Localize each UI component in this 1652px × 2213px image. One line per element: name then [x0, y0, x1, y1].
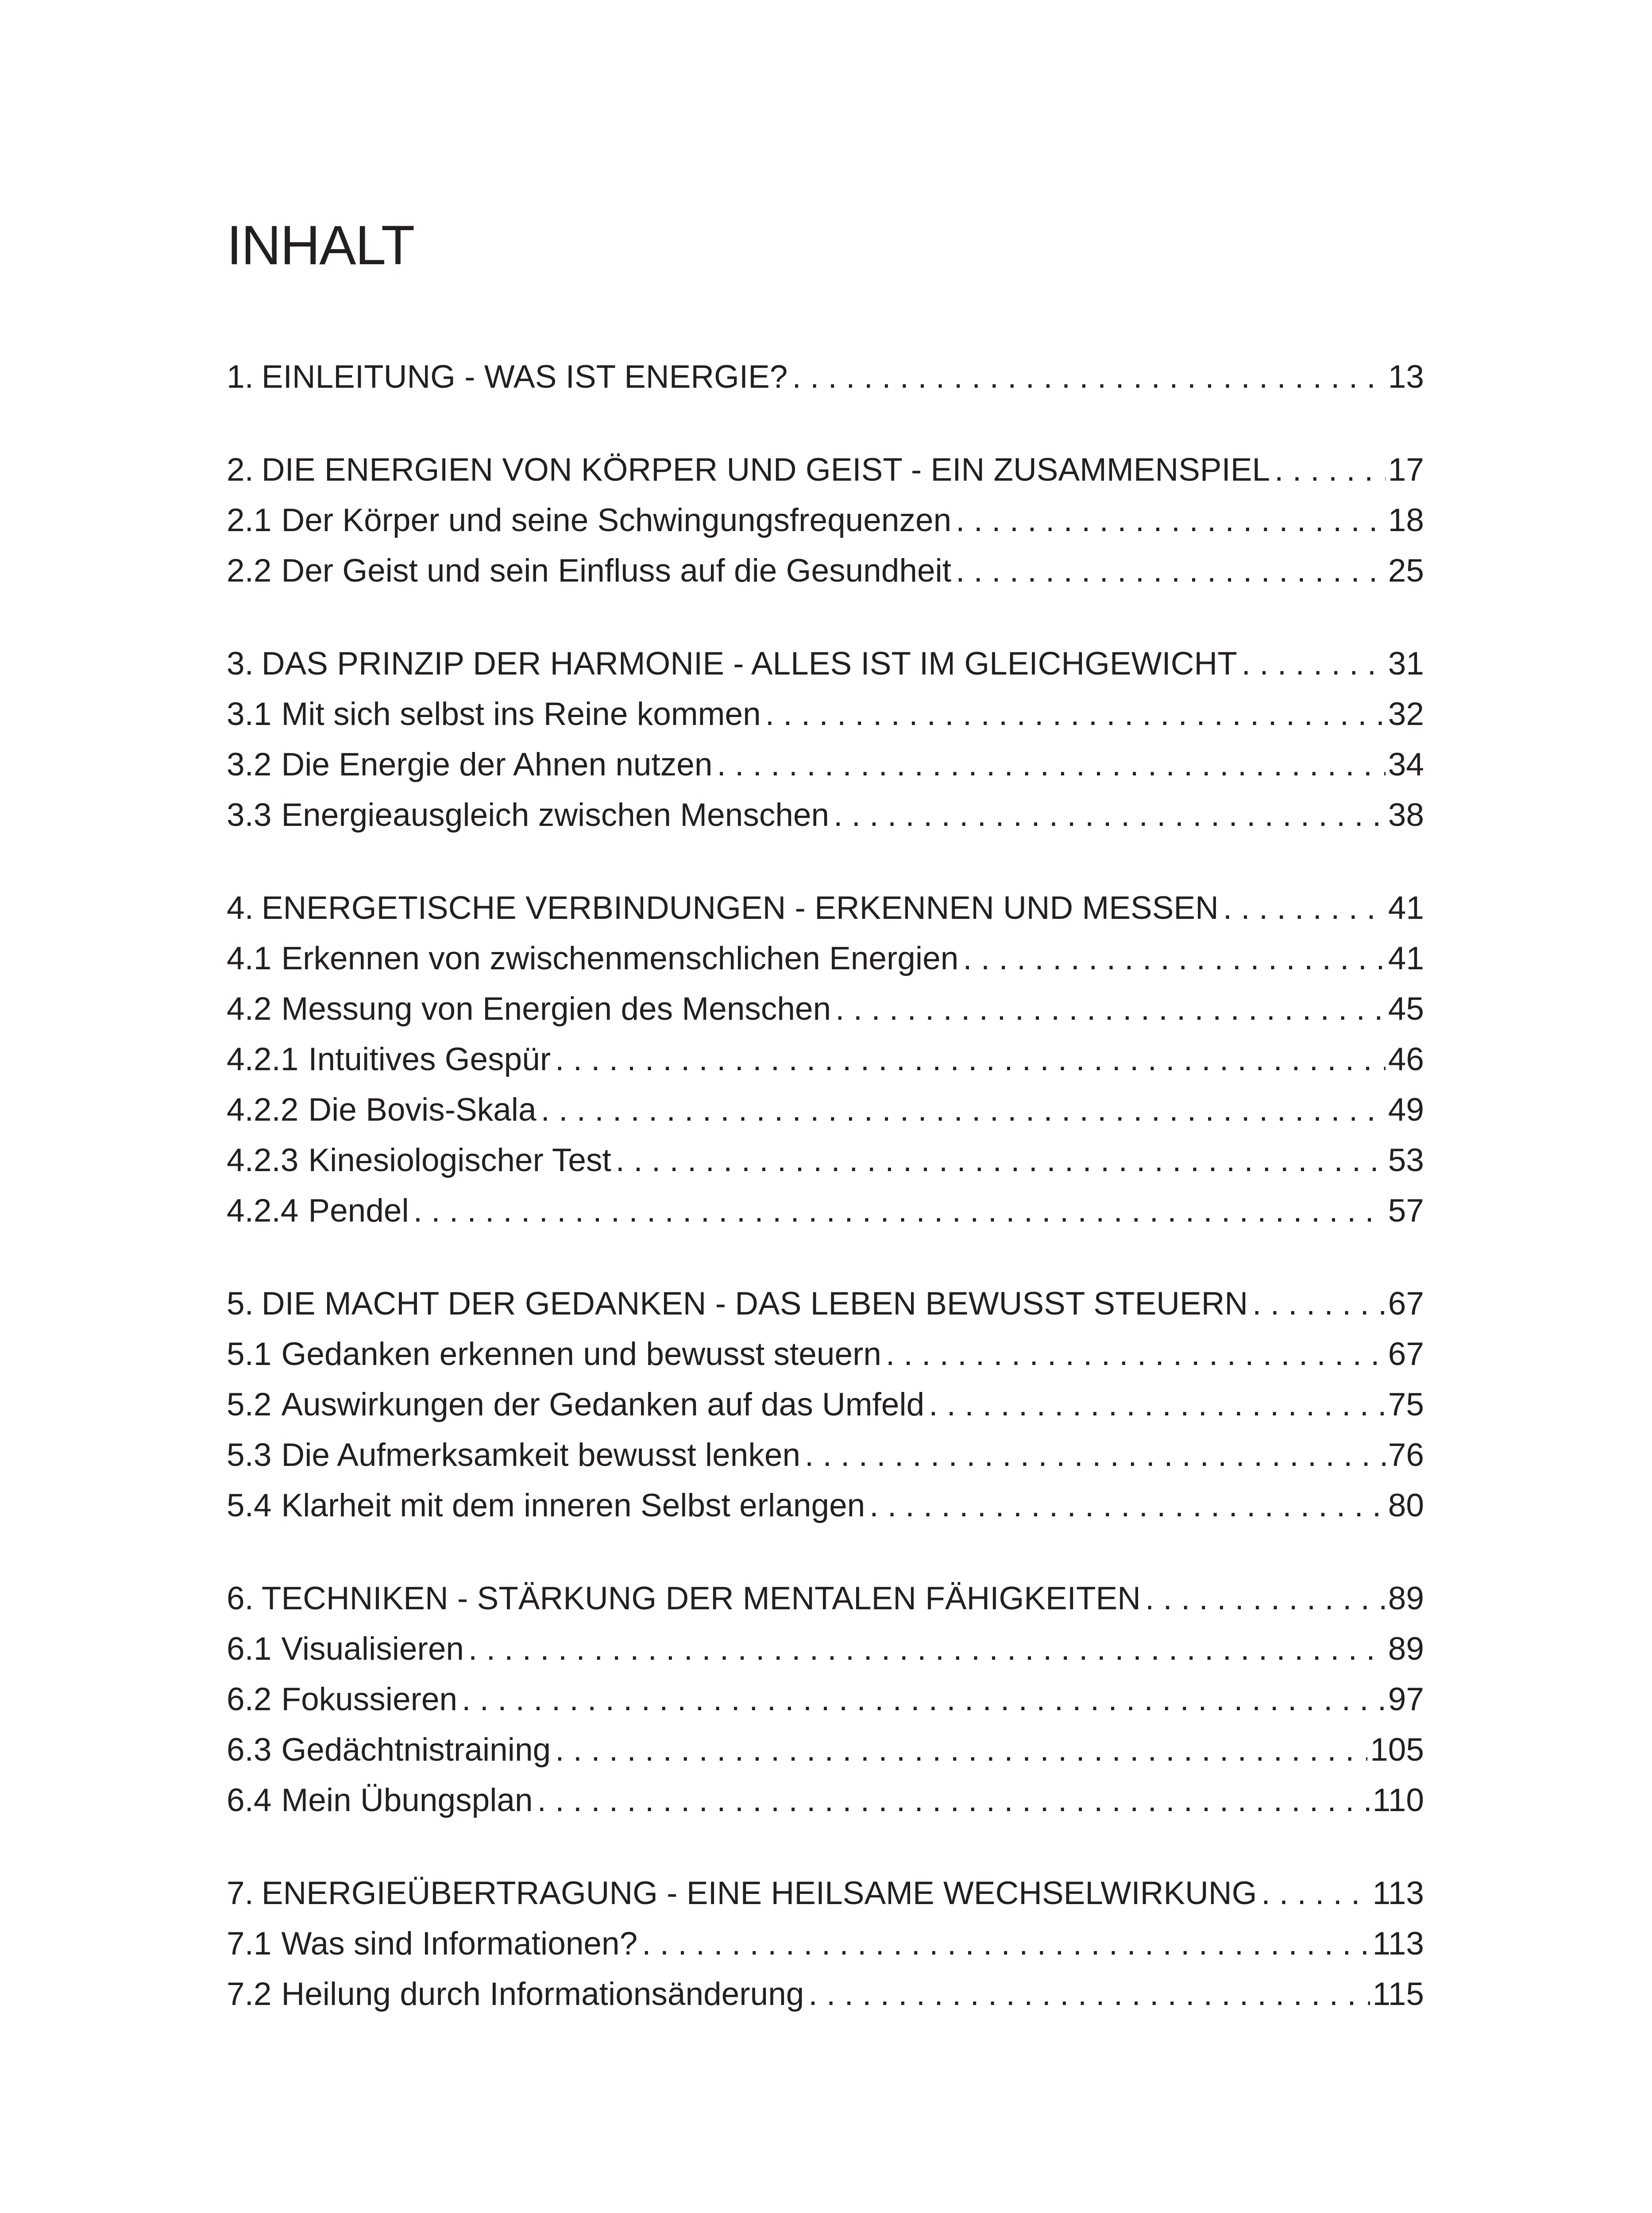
toc-entry-title: EINLEITUNG - WAS IST ENERGIE?: [261, 359, 788, 395]
toc-chapter-group: [227, 352, 1424, 402]
toc-entry-page-number: 18: [1388, 502, 1424, 538]
toc-entry-number: 3.: [227, 646, 254, 682]
toc-entry-title: Visualisieren: [281, 1631, 464, 1667]
toc-entry-number: 4.: [227, 890, 254, 926]
toc-entry-subsection[interactable]: [227, 1085, 1424, 1135]
toc-entry-page-number: 105: [1370, 1732, 1424, 1768]
toc-entry-title: Gedächtnistraining: [281, 1732, 551, 1768]
toc-entry-title: Auswirkungen der Gedanken auf das Umfeld: [281, 1387, 925, 1423]
toc-entry-title: Der Geist und sein Einfluss auf die Gesundheit: [281, 553, 952, 589]
toc-entry-section[interactable]: [227, 790, 1424, 840]
toc-entry-section[interactable]: [227, 1674, 1424, 1725]
toc-entry-page-number: 46: [1388, 1041, 1424, 1077]
toc-dot-leader: [637, 1919, 1370, 1969]
toc-dot-leader: [804, 1969, 1370, 2020]
toc-entry-page-number: 13: [1388, 359, 1424, 395]
toc-entry-section[interactable]: [227, 1430, 1424, 1480]
toc-dot-leader: [1237, 639, 1386, 689]
table-of-contents: [227, 352, 1424, 2062]
toc-entry-title: Messung von Energien des Menschen: [281, 991, 831, 1027]
toc-entry-number: 5.: [227, 1286, 254, 1322]
toc-entry-page-number: 38: [1388, 797, 1424, 833]
toc-entry-number: 7.1: [227, 1926, 272, 1962]
toc-entry-page-number: 76: [1388, 1437, 1424, 1473]
toc-entry-chapter[interactable]: [227, 1573, 1424, 1624]
toc-dot-leader: [1141, 1573, 1386, 1624]
toc-entry-section[interactable]: [227, 1329, 1424, 1380]
toc-entry-title: TECHNIKEN - STÄRKUNG DER MENTALEN FÄHIGKEITEN: [261, 1581, 1141, 1616]
toc-entry-section[interactable]: [227, 546, 1424, 596]
toc-entry-number: 5.1: [227, 1336, 272, 1372]
toc-entry-number: 4.2.2: [227, 1092, 299, 1128]
toc-entry-title: ENERGETISCHE VERBINDUNGEN - ERKENNEN UND MESSEN: [261, 890, 1219, 926]
toc-dot-leader: [611, 1135, 1386, 1186]
toc-chapter-group: [227, 1573, 1424, 1826]
toc-entry-number: 7.2: [227, 1976, 272, 2012]
toc-dot-leader: [1270, 445, 1386, 495]
toc-dot-leader: [951, 495, 1386, 546]
toc-entry-page-number: 97: [1388, 1681, 1424, 1717]
toc-entry-page-number: 89: [1388, 1631, 1424, 1667]
toc-entry-chapter[interactable]: [227, 639, 1424, 689]
toc-chapter-group: [227, 1279, 1424, 1531]
toc-entry-title: Was sind Informationen?: [281, 1926, 638, 1962]
toc-entry-number: 3.3: [227, 797, 272, 833]
toc-dot-leader: [713, 740, 1386, 790]
toc-entry-number: 2.1: [227, 502, 272, 538]
toc-dot-leader: [464, 1624, 1386, 1674]
toc-dot-leader: [761, 689, 1386, 740]
toc-entry-page-number: 67: [1388, 1286, 1424, 1322]
toc-entry-subsection[interactable]: [227, 1135, 1424, 1186]
toc-entry-title: Heilung durch Informationsänderung: [281, 1976, 804, 2012]
toc-entry-title: DIE MACHT DER GEDANKEN - DAS LEBEN BEWUSST STEUERN: [261, 1286, 1248, 1322]
toc-chapter-group: [227, 883, 1424, 1236]
toc-entry-subsection[interactable]: [227, 1034, 1424, 1085]
toc-entry-title: Klarheit mit dem inneren Selbst erlangen: [281, 1488, 865, 1523]
toc-entry-page-number: 67: [1388, 1336, 1424, 1372]
toc-entry-page-number: 89: [1388, 1581, 1424, 1616]
toc-dot-leader: [1219, 883, 1386, 933]
toc-dot-leader: [951, 546, 1386, 596]
toc-dot-leader: [800, 1430, 1386, 1480]
toc-entry-title: Die Energie der Ahnen nutzen: [281, 747, 713, 783]
toc-entry-number: 6.4: [227, 1782, 272, 1818]
toc-entry-title: DIE ENERGIEN VON KÖRPER UND GEIST - EIN ZUSAMMENSPIEL: [261, 452, 1270, 488]
toc-entry-page-number: 75: [1388, 1387, 1424, 1423]
toc-entry-number: 6.2: [227, 1681, 272, 1717]
toc-entry-page-number: 113: [1372, 1875, 1424, 1911]
toc-entry-number: 4.1: [227, 941, 272, 976]
toc-entry-title: Erkennen von zwischenmenschlichen Energien: [281, 941, 959, 976]
toc-entry-number: 6.: [227, 1581, 254, 1616]
toc-dot-leader: [787, 352, 1385, 402]
toc-entry-number: 2.2: [227, 553, 272, 589]
toc-entry-title: Mit sich selbst ins Reine kommen: [281, 696, 761, 732]
toc-dot-leader: [533, 1775, 1370, 1826]
toc-entry-page-number: 110: [1372, 1782, 1424, 1818]
toc-entry-title: Der Körper und seine Schwingungsfrequenzen: [281, 502, 952, 538]
toc-entry-section[interactable]: [227, 933, 1424, 984]
toc-dot-leader: [1257, 1868, 1370, 1919]
toc-entry-page-number: 45: [1388, 991, 1424, 1027]
toc-chapter-group: [227, 639, 1424, 840]
toc-entry-title: Gedanken erkennen und bewusst steuern: [281, 1336, 881, 1372]
toc-chapter-group: [227, 1868, 1424, 2020]
toc-entry-page-number: 80: [1388, 1488, 1424, 1523]
toc-dot-leader: [881, 1329, 1386, 1380]
toc-entry-title: Kinesiologischer Test: [308, 1142, 611, 1178]
toc-dot-leader: [831, 984, 1386, 1034]
toc-dot-leader: [924, 1380, 1386, 1430]
toc-entry-number: 5.2: [227, 1387, 272, 1423]
toc-entry-page-number: 25: [1388, 553, 1424, 589]
toc-dot-leader: [1248, 1279, 1386, 1329]
toc-entry-page-number: 57: [1388, 1193, 1424, 1229]
toc-entry-section[interactable]: [227, 740, 1424, 790]
toc-entry-number: 7.: [227, 1875, 254, 1911]
toc-entry-title: Mein Übungsplan: [281, 1782, 533, 1818]
toc-entry-page-number: 32: [1388, 696, 1424, 732]
toc-entry-number: 6.1: [227, 1631, 272, 1667]
toc-entry-section[interactable]: [227, 495, 1424, 546]
page-title: INHALT: [227, 215, 414, 276]
toc-entry-chapter[interactable]: [227, 352, 1424, 402]
toc-entry-section[interactable]: [227, 1969, 1424, 2020]
toc-dot-leader: [829, 790, 1386, 840]
toc-entry-section[interactable]: [227, 1919, 1424, 1969]
toc-entry-page-number: 115: [1372, 1976, 1424, 2012]
toc-entry-page-number: 17: [1388, 452, 1424, 488]
toc-entry-section[interactable]: [227, 1624, 1424, 1674]
toc-entry-title: Intuitives Gespür: [308, 1041, 551, 1077]
toc-entry-number: 5.3: [227, 1437, 272, 1473]
toc-entry-title: Die Bovis-Skala: [308, 1092, 537, 1128]
toc-entry-page-number: 53: [1388, 1142, 1424, 1178]
toc-entry-title: Die Aufmerksamkeit bewusst lenken: [281, 1437, 801, 1473]
toc-entry-number: 3.1: [227, 696, 272, 732]
toc-entry-title: Energieausgleich zwischen Menschen: [281, 797, 830, 833]
toc-entry-page-number: 41: [1388, 890, 1424, 926]
toc-dot-leader: [551, 1725, 1367, 1775]
toc-dot-leader: [409, 1186, 1386, 1236]
toc-dot-leader: [865, 1480, 1386, 1531]
toc-entry-page-number: 113: [1372, 1926, 1424, 1962]
toc-entry-title: Pendel: [308, 1193, 409, 1229]
toc-dot-leader: [537, 1085, 1386, 1135]
toc-entry-number: 4.2: [227, 991, 272, 1027]
toc-entry-number: 3.2: [227, 747, 272, 783]
toc-entry-chapter[interactable]: [227, 445, 1424, 495]
toc-entry-chapter[interactable]: [227, 1868, 1424, 1919]
toc-entry-section[interactable]: [227, 1480, 1424, 1531]
toc-entry-number: 5.4: [227, 1488, 272, 1523]
toc-entry-title: DAS PRINZIP DER HARMONIE - ALLES IST IM GLEICHGEWICHT: [261, 646, 1237, 682]
toc-entry-section[interactable]: [227, 1725, 1424, 1775]
toc-dot-leader: [457, 1674, 1386, 1725]
toc-entry-section[interactable]: [227, 1775, 1424, 1826]
toc-entry-number: 4.2.4: [227, 1193, 299, 1229]
toc-dot-leader: [551, 1034, 1386, 1085]
toc-entry-section[interactable]: [227, 689, 1424, 740]
toc-chapter-group: [227, 445, 1424, 596]
toc-entry-page-number: 41: [1388, 941, 1424, 976]
toc-entry-subsection[interactable]: [227, 1186, 1424, 1236]
toc-dot-leader: [958, 933, 1385, 984]
toc-entry-page-number: 31: [1388, 646, 1424, 682]
toc-entry-number: 6.3: [227, 1732, 272, 1768]
toc-entry-title: Fokussieren: [281, 1681, 458, 1717]
toc-entry-number: 4.2.3: [227, 1142, 299, 1178]
toc-entry-section[interactable]: [227, 984, 1424, 1034]
toc-entry-chapter[interactable]: [227, 883, 1424, 933]
toc-entry-number: 1.: [227, 359, 254, 395]
toc-entry-section[interactable]: [227, 1380, 1424, 1430]
toc-entry-number: 4.2.1: [227, 1041, 299, 1077]
toc-entry-page-number: 34: [1388, 747, 1424, 783]
toc-entry-title: ENERGIEÜBERTRAGUNG - EINE HEILSAME WECHSELWIRKUNG: [261, 1875, 1257, 1911]
toc-entry-chapter[interactable]: [227, 1279, 1424, 1329]
toc-entry-page-number: 49: [1388, 1092, 1424, 1128]
toc-entry-number: 2.: [227, 452, 254, 488]
